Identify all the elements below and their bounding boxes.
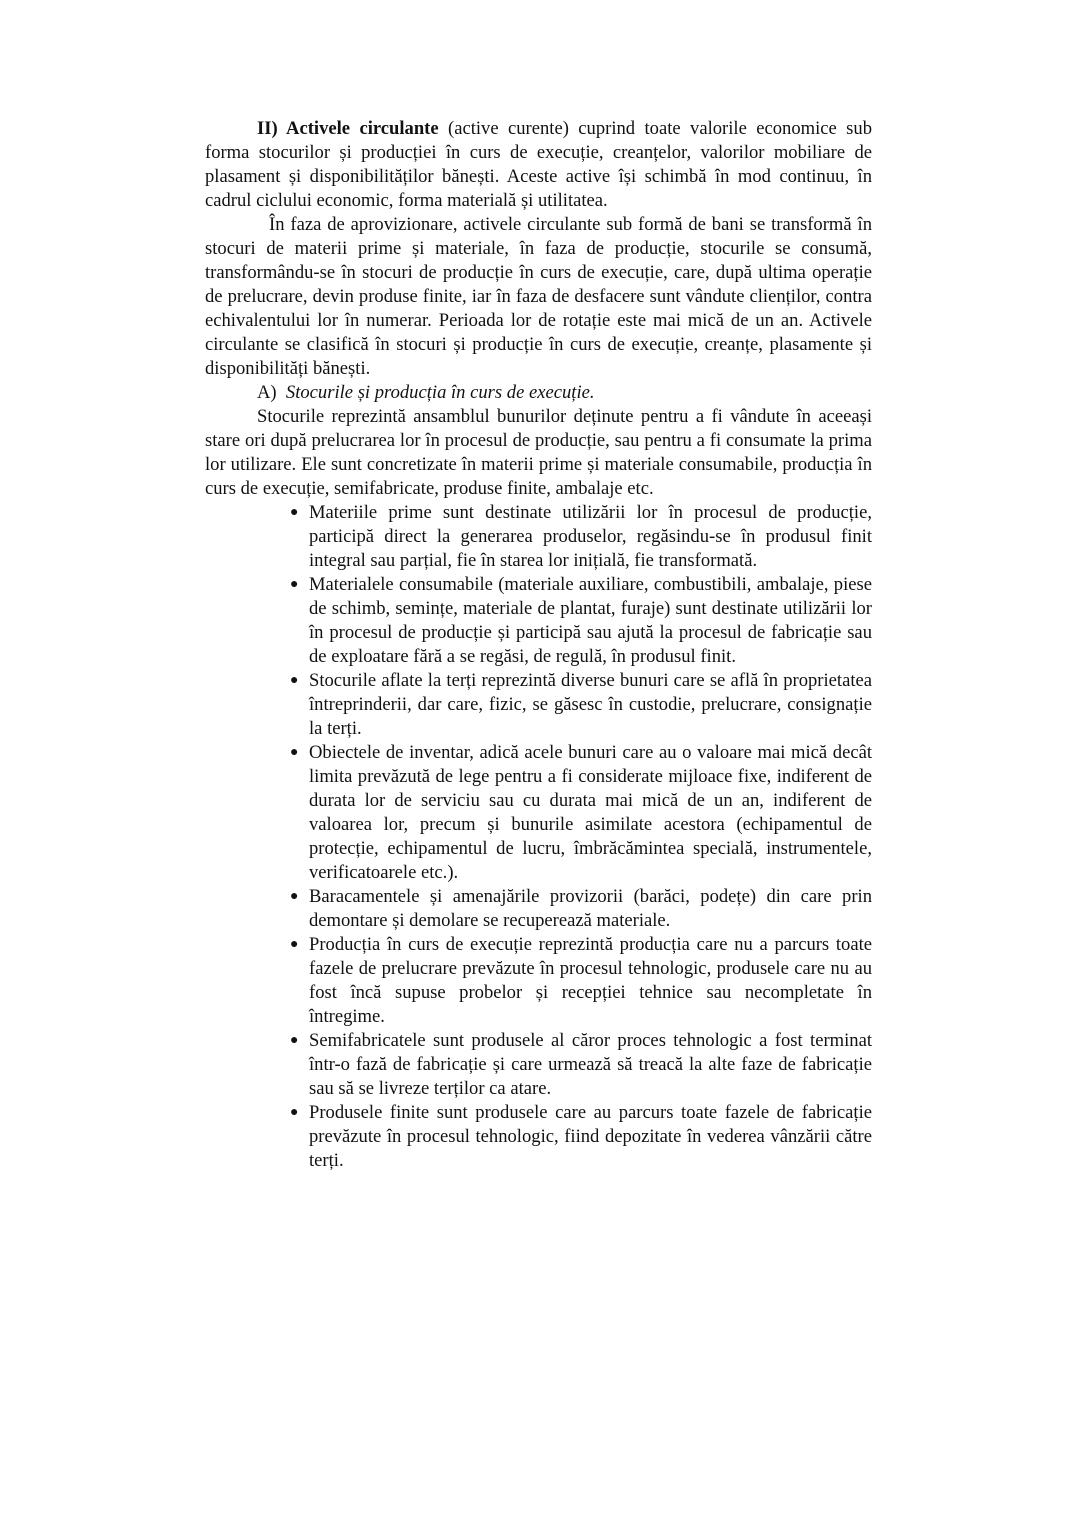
list-item-text: Materiile prime sunt destinate utilizării lor în procesul de producție, participă direct la generarea produselor, regăsindu-se în produsul finit integral sau parțial, fie în starea lor inițială, fie transformată. xyxy=(309,502,872,571)
subsection-title: Stocurile și producția în curs de execuție. xyxy=(285,382,595,403)
subsection-label: A) xyxy=(257,382,277,403)
bullet-icon: ● xyxy=(290,745,299,760)
list-item-text: Producția în curs de execuție reprezintă producția care nu a parcurs toate fazele de prelucrare prevăzute în procesul tehnologic, produsele care nu au fost încă supuse probelor și recepției tehnice sau necompletate în întregime. xyxy=(309,934,872,1027)
list-item xyxy=(290,1101,872,1173)
paragraph-stocuri: Stocurile reprezintă ansamblul bunurilor deținute pentru a fi vândute în aceeași stare ori după prelucrarea lor în procesul de producție, sau pentru a fi consumate la prima lor utilizare. Ele sunt concretizate în materii prime și materiale consumabile, producția în curs de execuție, semifabricate, produse finite, ambalaje etc. xyxy=(205,406,872,499)
bullet-icon: ● xyxy=(290,577,299,592)
bullet-icon: ● xyxy=(290,1033,299,1048)
bullet-icon: ● xyxy=(290,889,299,904)
list-item xyxy=(290,669,872,741)
intro-paragraph xyxy=(205,117,872,213)
list-item-text: Baracamentele și amenajările provizorii (barăci, podețe) din care prin demontare și demolare se recuperează materiale. xyxy=(309,886,872,931)
list-item xyxy=(290,501,872,573)
paragraph-aprovizionare: În faza de aprovizionare, activele circulante sub formă de bani se transformă în stocuri de materii prime și materiale, în faza de producție, stocurile se consumă, transformându-se în stocuri de producție în curs de execuție, care, după ultima operație de prelucrare, devin produse finite, iar în faza de desfacere sunt vândute clienților, contra echivalentului lor în numerar. Perioada lor de rotație este mai mică de un an. Activele circulante se clasifică în stocuri și producție în curs de execuție, creanțe, plasamente și disponibilități bănești. xyxy=(205,214,872,379)
list-item xyxy=(290,741,872,885)
bullet-icon: ● xyxy=(290,673,299,688)
list-item-text: Produsele finite sunt produsele care au parcurs toate fazele de fabricație prevăzute în procesul tehnologic, fiind depozitate în vederea vânzării către terți. xyxy=(309,1102,872,1171)
bullet-icon: ● xyxy=(290,505,299,520)
intro-text: (active curente) cuprind toate valorile economice sub forma stocurilor și producției în curs de execuție, creanțelor, valorilor mobiliare de plasament și disponibilităților bănești. Aceste active își schimbă în mod continuu, în cadrul ciclului economic, forma materială și utilitatea. xyxy=(205,118,872,211)
list-item xyxy=(290,1029,872,1101)
bullet-icon: ● xyxy=(290,1105,299,1120)
bullet-list xyxy=(205,501,872,1173)
document-page xyxy=(205,117,872,1173)
list-item-text: Obiectele de inventar, adică acele bunuri care au o valoare mai mică decât limita prevăzută de lege pentru a fi considerate mijloace fixe, indiferent de durata lor de serviciu sau cu durata mai mică de un an, indiferent de valoarea lor, precum și bunurile asimilate acestora (echipamentul de protecție, echipamentul de lucru, îmbrăcămintea specială, instrumentele, verificatoarele etc.). xyxy=(309,742,872,883)
subsection-heading xyxy=(257,381,872,405)
list-item xyxy=(290,933,872,1029)
bullet-icon: ● xyxy=(290,937,299,952)
list-item xyxy=(290,885,872,933)
list-item-text: Materialele consumabile (materiale auxiliare, combustibili, ambalaje, piese de schimb, semințe, materiale de plantat, furaje) sunt destinate utilizării lor în procesul de producție și participă sau ajută la procesul de fabricație sau de exploatare fără a se regăsi, de regulă, în produsul finit. xyxy=(309,574,872,667)
list-item xyxy=(290,573,872,669)
list-item-text: Stocurile aflate la terți reprezintă diverse bunuri care se află în proprietatea întreprinderii, dar care, fizic, se găsesc în custodie, prelucrare, consignație la terți. xyxy=(309,670,872,739)
section-title: II) Activele circulante xyxy=(257,118,439,139)
list-item-text: Semifabricatele sunt produsele al căror proces tehnologic a fost terminat într-o fază de fabricație și care urmează să treacă la alte faze de fabricație sau să se livreze terților ca atare. xyxy=(309,1030,872,1099)
